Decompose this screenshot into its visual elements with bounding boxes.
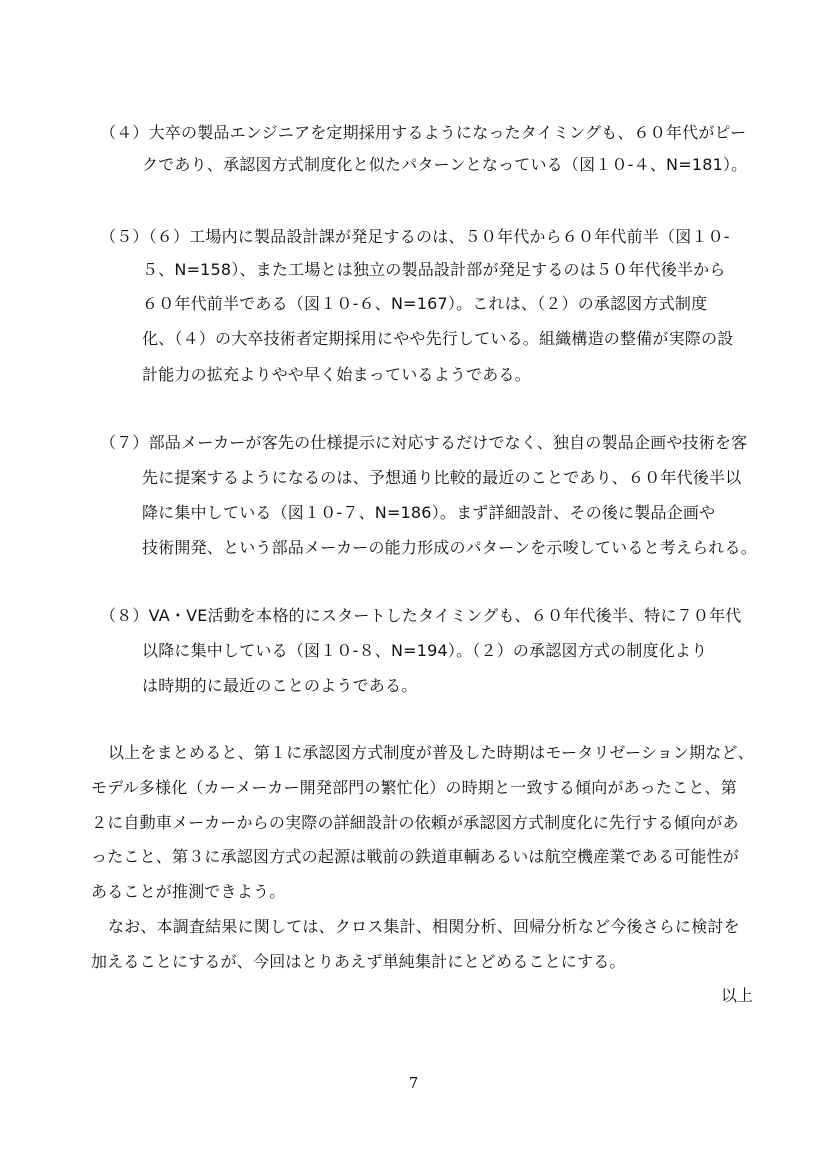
item-7-line-3: 降に集中している（図１０‐７、N=186）。まず詳細設計、その後に製品企画や <box>142 503 716 522</box>
summary-line-5: あることが推測できよう。 <box>91 882 286 901</box>
item-5-6-line-2: ５、N=158）、また工場とは独立の製品設計部が発足するのは５０年代後半から <box>142 260 726 279</box>
summary-line-3: ２に自動車メーカーからの実際の詳細設計の依頼が承認図方式制度化に先行する傾向があ <box>91 813 739 832</box>
item-5-6-line-4: 化、（４）の大卒技術者定期採用にやや先行している。組織構造の整備が実際の設 <box>142 329 734 348</box>
item-8-line-1: （８）VA・VE活動を本格的にスタートしたタイミングも、６０年代後半、特に７０年代 <box>100 606 742 625</box>
item-5-6-line-3: ６０年代前半である（図１０‐６、N=167）。これは、（２）の承認図方式制度 <box>142 294 708 313</box>
note-line-2: 加えることにするが、今回はとりあえず単純集計にとどめることにする。 <box>91 952 626 971</box>
item-4-line-1: （４）大卒の製品エンジニアを定期採用するようになったタイミングも、６０年代がピー <box>100 123 747 142</box>
item-4-line-2: クであり、承認図方式制度化と似たパターンとなっている（図１０‐４、N=181）。 <box>142 155 748 174</box>
item-7-line-4: 技術開発、という部品メーカーの能力形成のパターンを示唆していると考えられる。 <box>142 538 757 557</box>
closing-mark: 以上 <box>720 986 753 1005</box>
page-number: 7 <box>408 1074 419 1092</box>
item-7-line-1: （７）部品メーカーが客先の仕様提示に対応するだけでなく、独自の製品企画や技術を客 <box>100 433 748 452</box>
summary-line-4: ったこと、第３に承認図方式の起源は戦前の鉄道車輌あるいは航空機産業である可能性が <box>91 847 740 866</box>
item-5-6-line-5: 計能力の拡充よりやや早く始まっているようである。 <box>142 365 531 384</box>
summary-line-2: モデル多様化（カーメーカー開発部門の繁忙化）の時期と一致する傾向があったこと、第 <box>91 778 737 797</box>
summary-line-1: 以上をまとめると、第１に承認図方式制度が普及した時期はモータリゼーション期など、 <box>108 743 754 762</box>
note-line-1: なお、本調査結果に関しては、クロス集計、相関分析、回帰分析など今後さらに検討を <box>108 917 740 936</box>
item-8-line-3: は時期的に最近のことのようである。 <box>142 676 418 695</box>
item-8-line-2: 以降に集中している（図１０‐８、N=194）。（２）の承認図方式の制度化より <box>142 641 708 660</box>
item-5-6-line-1: （５）（６）工場内に製品設計課が発足するのは、５０年代から６０年代前半（図１０‐ <box>100 227 730 246</box>
item-7-line-2: 先に提案するようになるのは、予想通り比較的最近のことであり、６０年代後半以 <box>142 468 742 487</box>
